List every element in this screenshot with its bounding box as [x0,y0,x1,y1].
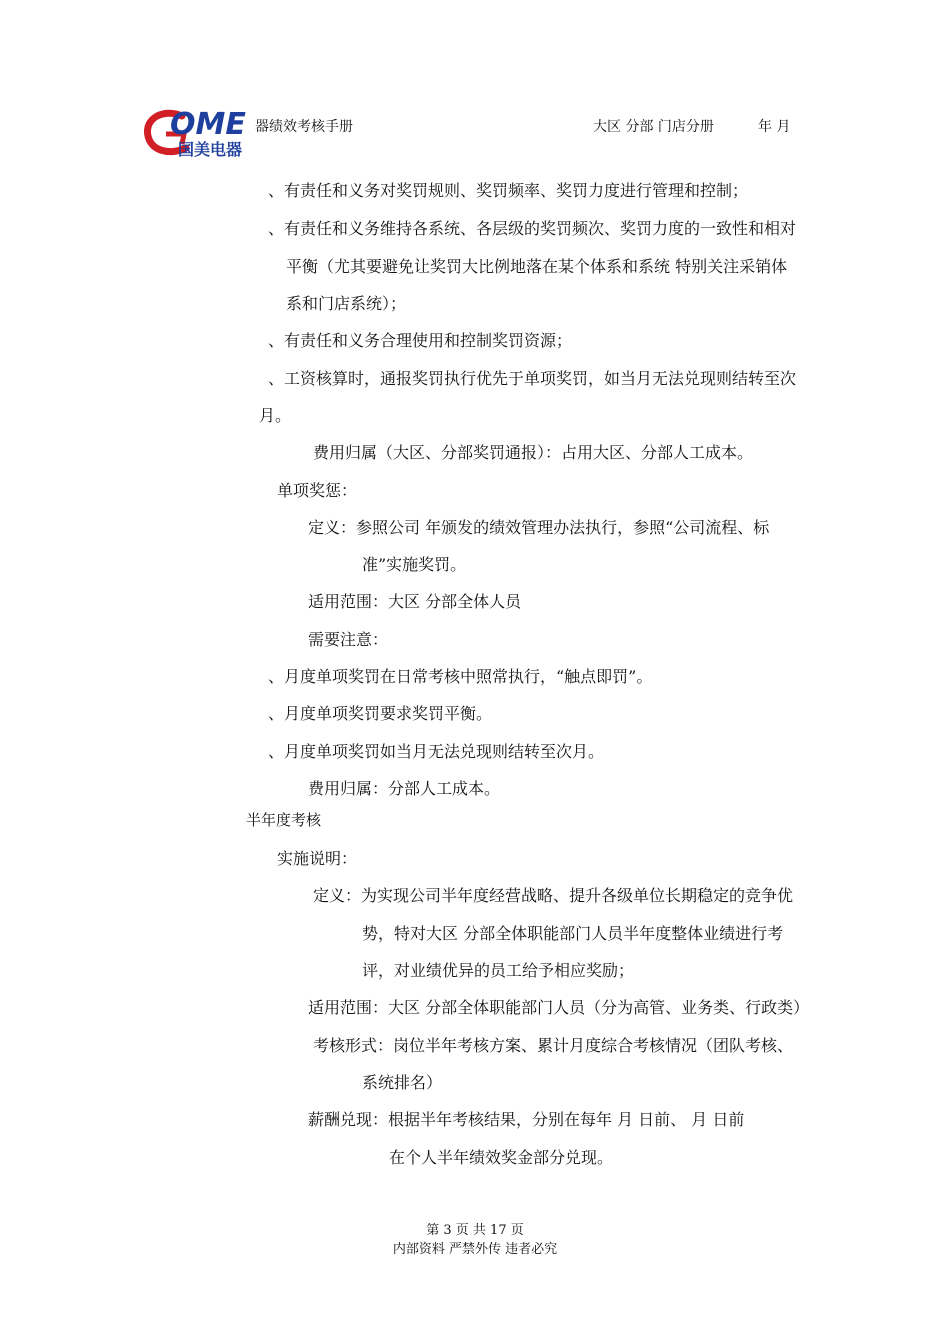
body-line: 月。 [259,406,292,425]
body-line: 、月度单项奖罚在日常考核中照常执行，“触点即罚”。 [268,667,653,686]
body-line: 在个人半年绩效奖金部分兑现。 [389,1148,614,1167]
page-number: 第 3 页 共 17 页 [426,1223,524,1238]
body-line: 势，特对大区 分部全体职能部门人员半年度整体业绩进行考 [362,924,784,943]
header-date: 年 月 [758,119,791,135]
svg-text:国美电器: 国美电器 [178,140,243,159]
body-line: 费用归属：分部人工成本。 [308,779,501,798]
body-line: 、工资核算时，通报奖罚执行优先于单项奖罚，如当月无法兑现则结转至次 [268,369,797,388]
body-line: 平衡（尤其要避免让奖罚大比例地落在某个体系和系统 特别关注采销体 [286,257,788,276]
body-line: 、月度单项奖罚如当月无法兑现则结转至次月。 [268,742,605,761]
body-line: 适用范围：大区 分部全体人员 [308,592,522,611]
svg-text:OME: OME [170,107,246,142]
body-line: 、有责任和义务维持各系统、各层级的奖罚频次、奖罚力度的一致性和相对 [268,219,797,238]
header-manual-title: 器绩效考核手册 [255,119,353,135]
body-line: 、月度单项奖罚要求奖罚平衡。 [268,704,493,723]
body-line: 考核形式：岗位半年考核方案、累计月度综合考核情况（团队考核、 [313,1036,794,1055]
gome-logo-graphic [142,104,254,160]
body-line: 适用范围：大区 分部全体职能部门人员（分为高管、业务类、行政类） [308,998,810,1017]
body-line: 评，对业绩优异的员工给予相应奖励； [362,961,635,980]
section-heading: 实施说明： [277,849,358,868]
body-line: 需要注意： [308,630,389,649]
gome-logo [142,104,254,160]
confidential-notice: 内部资料 严禁外传 违者必究 [392,1242,558,1257]
body-line: 、有责任和义务对奖罚规则、奖罚频率、奖罚力度进行管理和控制； [268,181,749,200]
section-heading: 半年度考核 [246,811,322,829]
body-line: 费用归属（大区、分部奖罚通报）：占用大区、分部人工成本。 [313,443,754,462]
section-heading: 单项奖惩： [277,481,358,500]
body-line: 系和门店系统）； [286,294,407,313]
body-line: 定义：为实现公司半年度经营战略、提升各级单位长期稳定的竞争优 [313,886,794,905]
body-line: 准”实施奖罚。 [362,555,467,574]
body-line: 定义：参照公司 年颁发的绩效管理办法执行，参照“公司流程、标 [308,518,770,537]
header-region: 大区 分部 门店分册 [593,119,714,135]
body-line: 系统排名） [362,1073,443,1092]
body-line: 薪酬兑现：根据半年考核结果，分别在每年 月 日前、 月 日前 [308,1110,745,1129]
body-line: 、有责任和义务合理使用和控制奖罚资源； [268,331,573,350]
